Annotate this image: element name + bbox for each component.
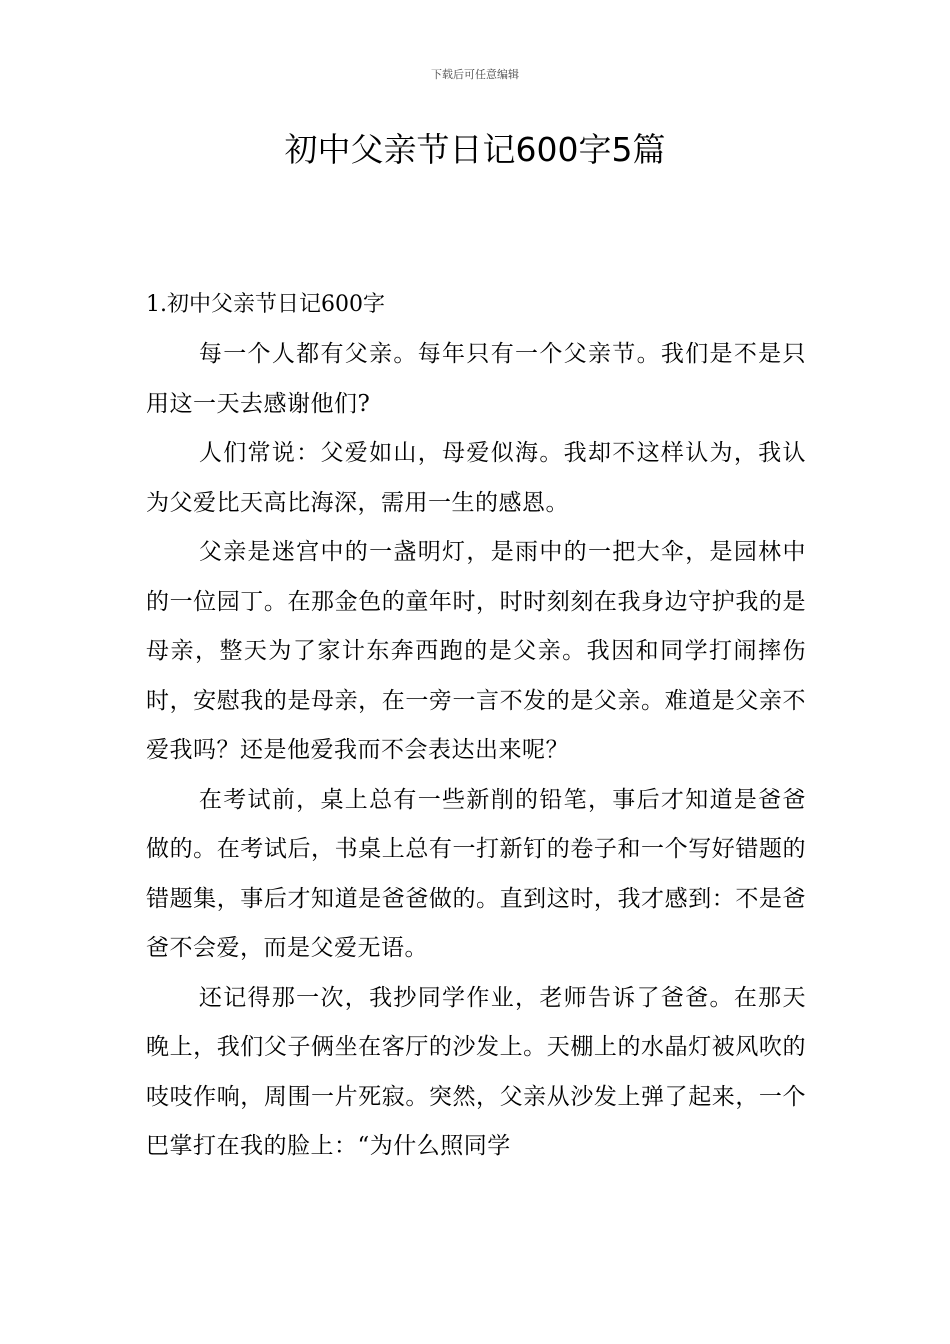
section-heading: 1.初中父亲节日记600字 [146,292,385,317]
document-title: 初中父亲节日记600字5篇 [284,130,666,169]
paragraph: 在考试前，桌上总有一些新削的铅笔，事后才知道是爸爸做的。在考试后，书桌上总有一打新钉的卷子和一个写好错题的错题集，事后才知道是爸爸做的。直到这时，我才感到：不是爸爸不会爱，而是父爱无语。 [146,786,806,961]
paragraph: 父亲是迷宫中的一盏明灯，是雨中的一把大伞，是园林中的一位园丁。在那金色的童年时，时时刻刻在我身边守护我的是母亲，整天为了家计东奔西跑的是父亲。我因和同学打闹摔伤时，安慰我的是母亲，在一旁一言不发的是父亲。难道是父亲不爱我吗？还是他爱我而不会表达出来呢？ [146,539,806,763]
header-note: 下载后可任意编辑 [431,68,519,81]
paragraph: 每一个人都有父亲。每年只有一个父亲节。我们是不是只用这一天去感谢他们? [146,341,806,417]
paragraph: 还记得那一次，我抄同学作业，老师告诉了爸爸。在那天晚上，我们父子俩坐在客厅的沙发上。天棚上的水晶灯被风吹的吱吱作响，周围一片死寂。突然，父亲从沙发上弹了起来，一个巴掌打在我的脸上：“为什么照同学 [146,984,806,1159]
paragraph: 人们常说：父爱如山，母爱似海。我却不这样认为，我认为父爱比天高比海深，需用一生的感恩。 [146,440,806,516]
document-body [146,280,806,1172]
